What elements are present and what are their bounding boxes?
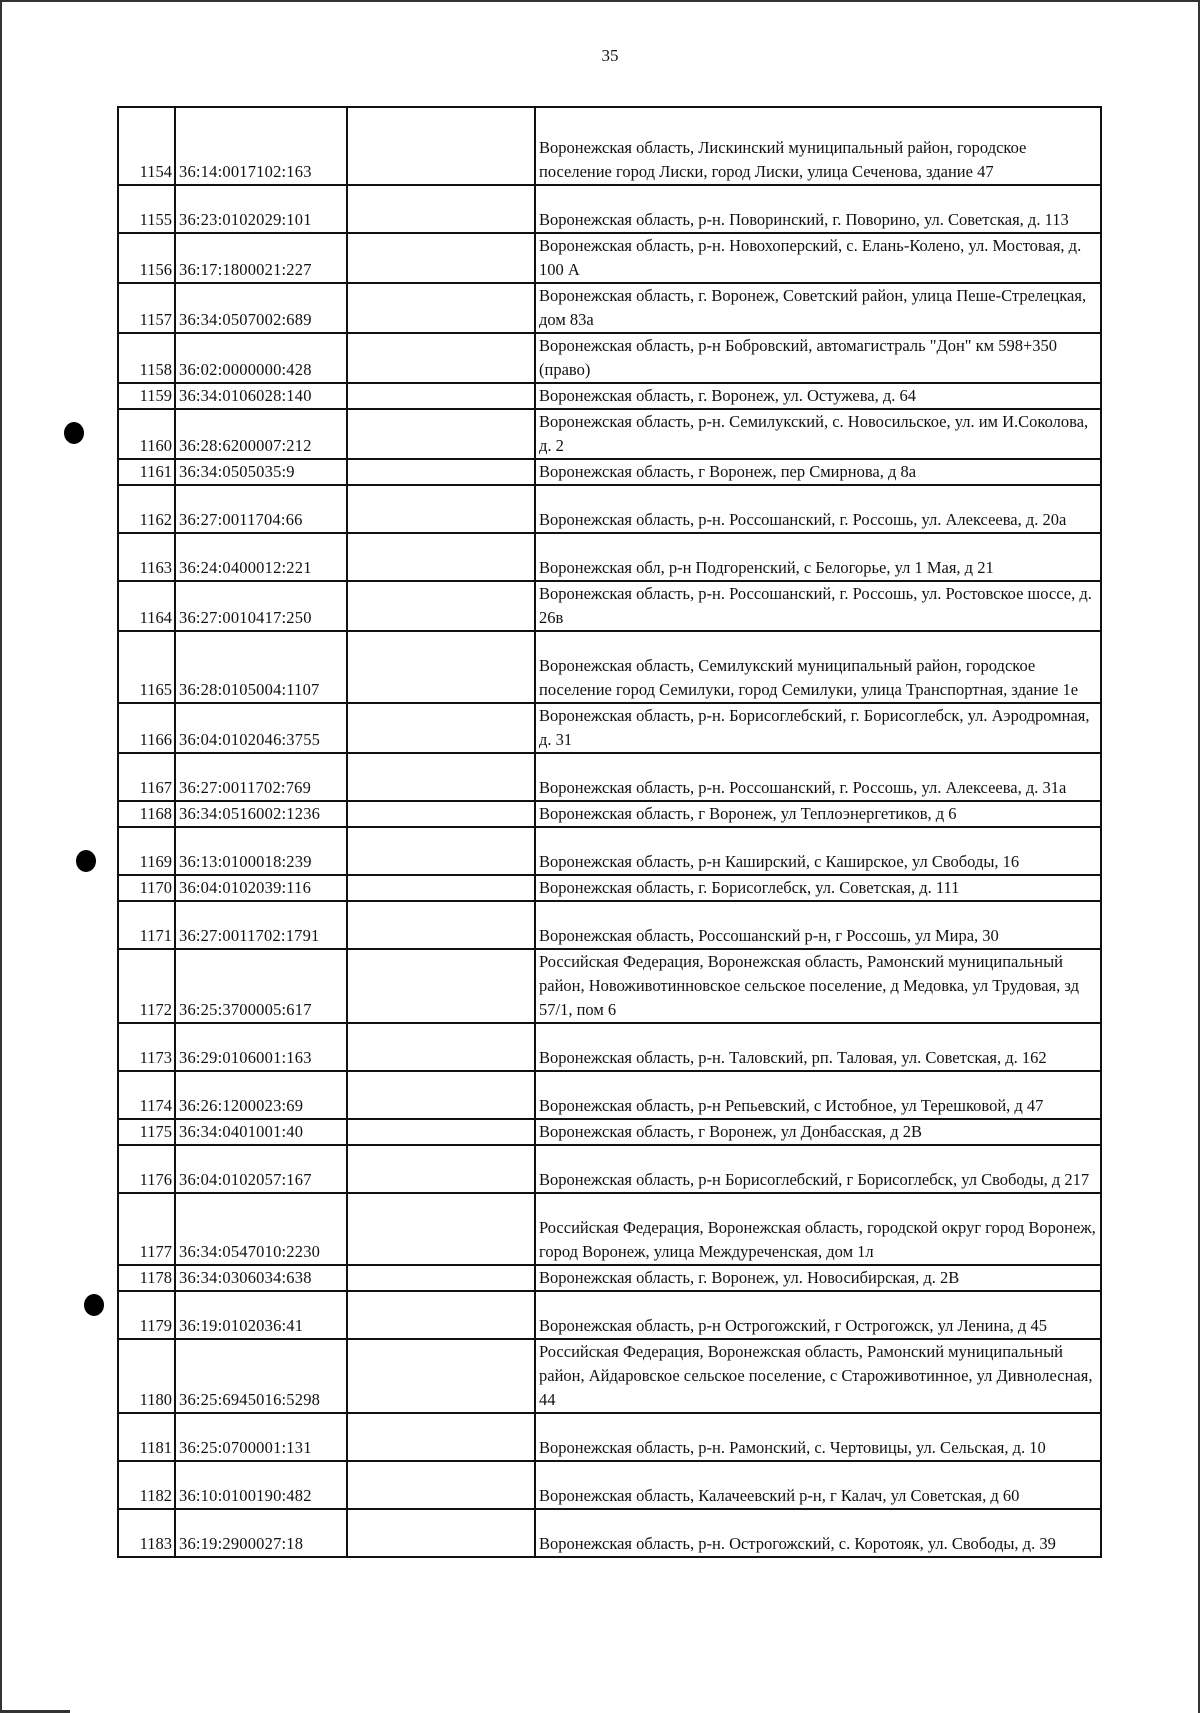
table-row: [118, 875, 1101, 901]
cadastral-number-cell: 36:34:0306034:638: [175, 1265, 347, 1291]
empty-cell: [347, 801, 535, 827]
empty-cell: [347, 107, 535, 185]
cadastral-number-cell: 36:29:0106001:163: [175, 1023, 347, 1071]
row-number-cell: 1176: [118, 1145, 175, 1193]
address-cell: Воронежская область, р-н. Поворинский, г. Поворино, ул. Советская, д. 113: [535, 185, 1101, 233]
table-row: [118, 333, 1101, 383]
table-row: [118, 801, 1101, 827]
address-cell: Воронежская область, р-н. Россошанский, г. Россошь, ул. Ростовское шоссе, д. 26в: [535, 581, 1101, 631]
empty-cell: [347, 533, 535, 581]
address-cell: Российская Федерация, Воронежская область, городской округ город Воронеж, город Воронеж, улица Междуреченская, дом 1л: [535, 1193, 1101, 1265]
empty-cell: [347, 233, 535, 283]
empty-cell: [347, 1413, 535, 1461]
row-number-cell: 1164: [118, 581, 175, 631]
row-number-cell: 1180: [118, 1339, 175, 1413]
empty-cell: [347, 1265, 535, 1291]
cadastral-number-cell: 36:13:0100018:239: [175, 827, 347, 875]
empty-cell: [347, 283, 535, 333]
empty-cell: [347, 1509, 535, 1557]
row-number-cell: 1182: [118, 1461, 175, 1509]
register-body: [118, 107, 1101, 1557]
address-cell: Воронежская обл, р-н Подгоренский, с Белогорье, ул 1 Мая, д 21: [535, 533, 1101, 581]
row-number-cell: 1165: [118, 631, 175, 703]
cadastral-number-cell: 36:26:1200023:69: [175, 1071, 347, 1119]
empty-cell: [347, 1145, 535, 1193]
empty-cell: [347, 333, 535, 383]
cadastral-number-cell: 36:02:0000000:428: [175, 333, 347, 383]
table-row: [118, 901, 1101, 949]
punch-hole-mark: [84, 1294, 104, 1316]
cadastral-number-cell: 36:27:0011702:769: [175, 753, 347, 801]
table-row: [118, 383, 1101, 409]
row-number-cell: 1177: [118, 1193, 175, 1265]
address-cell: Воронежская область, Семилукский муниципальный район, городское поселение город Семилуки, город Семилуки, улица Транспортная, здание 1е: [535, 631, 1101, 703]
empty-cell: [347, 1339, 535, 1413]
address-cell: Воронежская область, г. Борисоглебск, ул. Советская, д. 111: [535, 875, 1101, 901]
address-cell: Воронежская область, г. Воронеж, ул. Новосибирская, д. 2В: [535, 1265, 1101, 1291]
cadastral-number-cell: 36:23:0102029:101: [175, 185, 347, 233]
property-register-table: [117, 106, 1102, 1558]
address-cell: Воронежская область, р-н. Россошанский, г. Россошь, ул. Алексеева, д. 20а: [535, 485, 1101, 533]
cadastral-number-cell: 36:19:2900027:18: [175, 1509, 347, 1557]
row-number-cell: 1155: [118, 185, 175, 233]
empty-cell: [347, 901, 535, 949]
empty-cell: [347, 703, 535, 753]
address-cell: Воронежская область, г. Воронеж, Советский район, улица Пеше-Стрелецкая, дом 83а: [535, 283, 1101, 333]
row-number-cell: 1172: [118, 949, 175, 1023]
address-cell: Воронежская область, р-н. Россошанский, г. Россошь, ул. Алексеева, д. 31а: [535, 753, 1101, 801]
table-row: [118, 1119, 1101, 1145]
table-row: [118, 703, 1101, 753]
table-row: [118, 1265, 1101, 1291]
row-number-cell: 1163: [118, 533, 175, 581]
row-number-cell: 1161: [118, 459, 175, 485]
address-cell: Воронежская область, р-н Каширский, с Каширское, ул Свободы, 16: [535, 827, 1101, 875]
cadastral-number-cell: 36:10:0100190:482: [175, 1461, 347, 1509]
table-row: [118, 185, 1101, 233]
address-cell: Российская Федерация, Воронежская область, Рамонский муниципальный район, Айдаровское сельское поселение, с Староживотинное, ул Дивнолесная, 44: [535, 1339, 1101, 1413]
address-cell: Воронежская область, г Воронеж, ул Донбасская, д 2В: [535, 1119, 1101, 1145]
address-cell: Российская Федерация, Воронежская область, Рамонский муниципальный район, Новоживотинновское сельское поселение, д Медовка, ул Трудовая, зд 57/1, пом 6: [535, 949, 1101, 1023]
table-row: [118, 283, 1101, 333]
row-number-cell: 1173: [118, 1023, 175, 1071]
cadastral-number-cell: 36:27:0011704:66: [175, 485, 347, 533]
cadastral-number-cell: 36:34:0516002:1236: [175, 801, 347, 827]
row-number-cell: 1160: [118, 409, 175, 459]
address-cell: Воронежская область, Лискинский муниципальный район, городское поселение город Лиски, город Лиски, улица Сеченова, здание 47: [535, 107, 1101, 185]
punch-hole-mark: [76, 850, 96, 872]
cadastral-number-cell: 36:14:0017102:163: [175, 107, 347, 185]
empty-cell: [347, 383, 535, 409]
row-number-cell: 1179: [118, 1291, 175, 1339]
empty-cell: [347, 581, 535, 631]
empty-cell: [347, 1119, 535, 1145]
empty-cell: [347, 1291, 535, 1339]
row-number-cell: 1169: [118, 827, 175, 875]
punch-hole-mark: [64, 422, 84, 444]
row-number-cell: 1175: [118, 1119, 175, 1145]
cadastral-number-cell: 36:27:0010417:250: [175, 581, 347, 631]
cadastral-number-cell: 36:04:0102057:167: [175, 1145, 347, 1193]
table-row: [118, 1413, 1101, 1461]
cadastral-number-cell: 36:04:0102039:116: [175, 875, 347, 901]
table-row: [118, 581, 1101, 631]
empty-cell: [347, 185, 535, 233]
row-number-cell: 1159: [118, 383, 175, 409]
row-number-cell: 1174: [118, 1071, 175, 1119]
table-row: [118, 1145, 1101, 1193]
scan-border-top: [0, 0, 1200, 2]
table-row: [118, 1509, 1101, 1557]
cadastral-number-cell: 36:25:6945016:5298: [175, 1339, 347, 1413]
table-row: [118, 827, 1101, 875]
cadastral-number-cell: 36:04:0102046:3755: [175, 703, 347, 753]
page-number: 35: [601, 46, 619, 65]
address-cell: Воронежская область, г Воронеж, ул Теплоэнергетиков, д 6: [535, 801, 1101, 827]
address-cell: Воронежская область, г Воронеж, пер Смирнова, д 8а: [535, 459, 1101, 485]
cadastral-number-cell: 36:25:3700005:617: [175, 949, 347, 1023]
row-number-cell: 1156: [118, 233, 175, 283]
address-cell: Воронежская область, р-н. Семилукский, с. Новосильское, ул. им И.Соколова, д. 2: [535, 409, 1101, 459]
empty-cell: [347, 1023, 535, 1071]
empty-cell: [347, 875, 535, 901]
address-cell: Воронежская область, р-н Острогожский, г Острогожск, ул Ленина, д 45: [535, 1291, 1101, 1339]
row-number-cell: 1166: [118, 703, 175, 753]
row-number-cell: 1170: [118, 875, 175, 901]
cadastral-number-cell: 36:28:6200007:212: [175, 409, 347, 459]
empty-cell: [347, 485, 535, 533]
row-number-cell: 1168: [118, 801, 175, 827]
empty-cell: [347, 459, 535, 485]
table-row: [118, 1291, 1101, 1339]
address-cell: Воронежская область, р-н Репьевский, с Истобное, ул Терешковой, д 47: [535, 1071, 1101, 1119]
row-number-cell: 1178: [118, 1265, 175, 1291]
row-number-cell: 1181: [118, 1413, 175, 1461]
table-row: [118, 1193, 1101, 1265]
address-cell: Воронежская область, р-н. Рамонский, с. Чертовицы, ул. Сельская, д. 10: [535, 1413, 1101, 1461]
cadastral-number-cell: 36:24:0400012:221: [175, 533, 347, 581]
empty-cell: [347, 631, 535, 703]
empty-cell: [347, 949, 535, 1023]
cadastral-number-cell: 36:17:1800021:227: [175, 233, 347, 283]
row-number-cell: 1154: [118, 107, 175, 185]
table-row: [118, 459, 1101, 485]
table-row: [118, 233, 1101, 283]
empty-cell: [347, 1193, 535, 1265]
empty-cell: [347, 1071, 535, 1119]
table-row: [118, 1023, 1101, 1071]
table-row: [118, 631, 1101, 703]
cadastral-number-cell: 36:28:0105004:1107: [175, 631, 347, 703]
row-number-cell: 1157: [118, 283, 175, 333]
empty-cell: [347, 1461, 535, 1509]
table-row: [118, 753, 1101, 801]
address-cell: Воронежская область, р-н. Борисоглебский, г. Борисоглебск, ул. Аэродромная, д. 31: [535, 703, 1101, 753]
address-cell: Воронежская область, р-н. Острогожский, с. Коротояк, ул. Свободы, д. 39: [535, 1509, 1101, 1557]
cadastral-number-cell: 36:27:0011702:1791: [175, 901, 347, 949]
table-row: [118, 107, 1101, 185]
table-row: [118, 485, 1101, 533]
cadastral-number-cell: 36:34:0401001:40: [175, 1119, 347, 1145]
scan-border-left: [0, 0, 2, 1713]
row-number-cell: 1167: [118, 753, 175, 801]
row-number-cell: 1162: [118, 485, 175, 533]
address-cell: Воронежская область, р-н. Таловский, рп. Таловая, ул. Советская, д. 162: [535, 1023, 1101, 1071]
table-row: [118, 1071, 1101, 1119]
row-number-cell: 1171: [118, 901, 175, 949]
table-row: [118, 1461, 1101, 1509]
empty-cell: [347, 827, 535, 875]
table-row: [118, 533, 1101, 581]
cadastral-number-cell: 36:25:0700001:131: [175, 1413, 347, 1461]
cadastral-number-cell: 36:34:0507002:689: [175, 283, 347, 333]
row-number-cell: 1158: [118, 333, 175, 383]
table-row: [118, 409, 1101, 459]
address-cell: Воронежская область, Россошанский р-н, г Россошь, ул Мира, 30: [535, 901, 1101, 949]
table-row: [118, 1339, 1101, 1413]
address-cell: Воронежская область, р-н Борисоглебский, г Борисоглебск, ул Свободы, д 217: [535, 1145, 1101, 1193]
cadastral-number-cell: 36:19:0102036:41: [175, 1291, 347, 1339]
cadastral-number-cell: 36:34:0505035:9: [175, 459, 347, 485]
address-cell: Воронежская область, Калачеевский р-н, г Калач, ул Советская, д 60: [535, 1461, 1101, 1509]
cadastral-number-cell: 36:34:0547010:2230: [175, 1193, 347, 1265]
empty-cell: [347, 409, 535, 459]
cadastral-number-cell: 36:34:0106028:140: [175, 383, 347, 409]
row-number-cell: 1183: [118, 1509, 175, 1557]
address-cell: Воронежская область, р-н. Новохоперский, с. Елань-Колено, ул. Мостовая, д. 100 А: [535, 233, 1101, 283]
table-row: [118, 949, 1101, 1023]
address-cell: Воронежская область, г. Воронеж, ул. Остужева, д. 64: [535, 383, 1101, 409]
empty-cell: [347, 753, 535, 801]
address-cell: Воронежская область, р-н Бобровский, автомагистраль "Дон" км 598+350 (право): [535, 333, 1101, 383]
